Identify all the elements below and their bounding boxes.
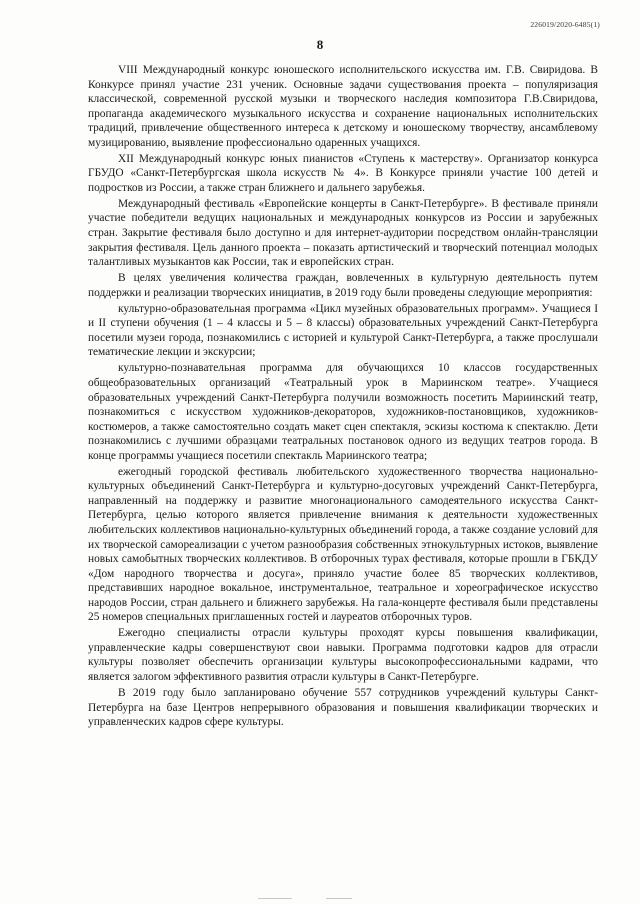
paragraph: В целях увеличения количества граждан, вовлеченных в культурную деятельность путем поддержки и реализации творческих инициатив, в 2019 году были проведены следующие мероприятия: [88,272,598,299]
scan-artifact [258,898,292,899]
paragraph: ежегодный городской фестиваль любительского художественного творчества национально-культурных объединений Санкт-Петербурга и культурно-досуговых учреждений Санкт-Петербурга, направленный на поддержку и развитие многонационального самодеятельного искусства Санкт-Петербурга, целью которого является привлечение внимания к деятельности художественных любительских коллективов национально-культурных объединений города, а также создание условий для их творческой самореализации с учетом разнообразия собственных этнокультурных истоков, выявление новых самобытных творческих коллективов. В отборочных турах фестиваля, которые прошли в ГБКДУ «Дом народного творчества и досуга», приняло участие более 85 творческих коллективов, представивших народное вокальное, инструментальное, театральное и хореографическое искусство народов России, стран дальнего и ближнего зарубежья. На гала-концерте фестиваля были представлены 25 номеров специальных приглашенных гостей и лауреатов отборочных туров. [88,465,598,624]
document-id: 226019/2020-6485(1) [530,20,600,29]
paragraph: VIII Международный конкурс юношеского исполнительского искусства им. Г.В. Свиридова. В Конкурсе принял участие 231 ученик. Основные задачи существования проекта – популяризация классической, современной русской музыки и творческого наследия композитора Г.В.Свиридова, пропаганда академического музыкального искусства и сохранение национальных исполнительских традиций, привлечение общественного интереса к детскому и юношескому творчеству, ансамблевому музицированию, выявление профессионально одаренных учащихся. [88,64,598,149]
paragraph: Международный фестиваль «Европейские концерты в Санкт-Петербурге». В фестивале приняли участие победители ведущих национальных и международных конкурсов из России и зарубежных стран. Закрытие фестиваля было доступно и для интернет-аудитории посредством онлайн-трансляции закрытия фестиваля. Цель данного проекта – показать артистический и творческий потенциал молодых талантливых музыкантов как России, так и европейских стран. [88,197,598,269]
paragraph: культурно-образовательная программа «Цикл музейных образовательных программ». Учащиеся I и II ступени обучения (1 – 4 классы и 5 – 8 классы) образовательных учреждений Санкт-Петербурга посетили музеи города, познакомились с историей и культурой Санкт-Петербурга, а также прослушали тематические лекции и экскурсии; [88,302,598,359]
scan-artifact [326,898,352,899]
paragraph: В 2019 году было запланировано обучение 557 сотрудников учреждений культуры Санкт-Петербурга на базе Центров непрерывного образования и повышения квалификации творческих и управленческих кадров сфере культуры. [88,686,598,729]
document-body [88,63,598,730]
page-number: 8 [316,37,324,52]
paragraph: Ежегодно специалисты отрасли культуры проходят курсы повышения квалификации, управленческие кадры совершенствуют свои навыки. Программа подготовки кадров для отрасли культуры позволяет обеспечить организации культуры высокопрофессиональными кадрами, что является залогом эффективного развития отрасли культуры в Санкт-Петербурге. [88,627,598,683]
paragraph: культурно-познавательная программа для обучающихся 10 классов государственных общеобразовательных организаций «Театральный урок в Мариинском театре». Учащиеся образовательных учреждений Санкт-Петербурга получили возможность посетить Мариинский театр, познакомиться с искусством художников-декораторов, художников-постановщиков, художников-костюмеров, а также самостоятельно создать макет сцен спектакля, эскизы костюма к спектаклю. Дети познакомились с лучшими образцами театральных постановок одного из ведущих театров города. В конце программы учащиеся посетили спектакль Мариинского театра; [88,362,598,462]
paragraph: XII Международный конкурс юных пианистов «Ступень к мастерству». Организатор конкурса ГБУДО «Санкт-Петербургская школа искусств № 4». В Конкурсе приняли участие 100 детей и подростков из России, а также стран ближнего и дальнего зарубежья. [88,152,598,194]
